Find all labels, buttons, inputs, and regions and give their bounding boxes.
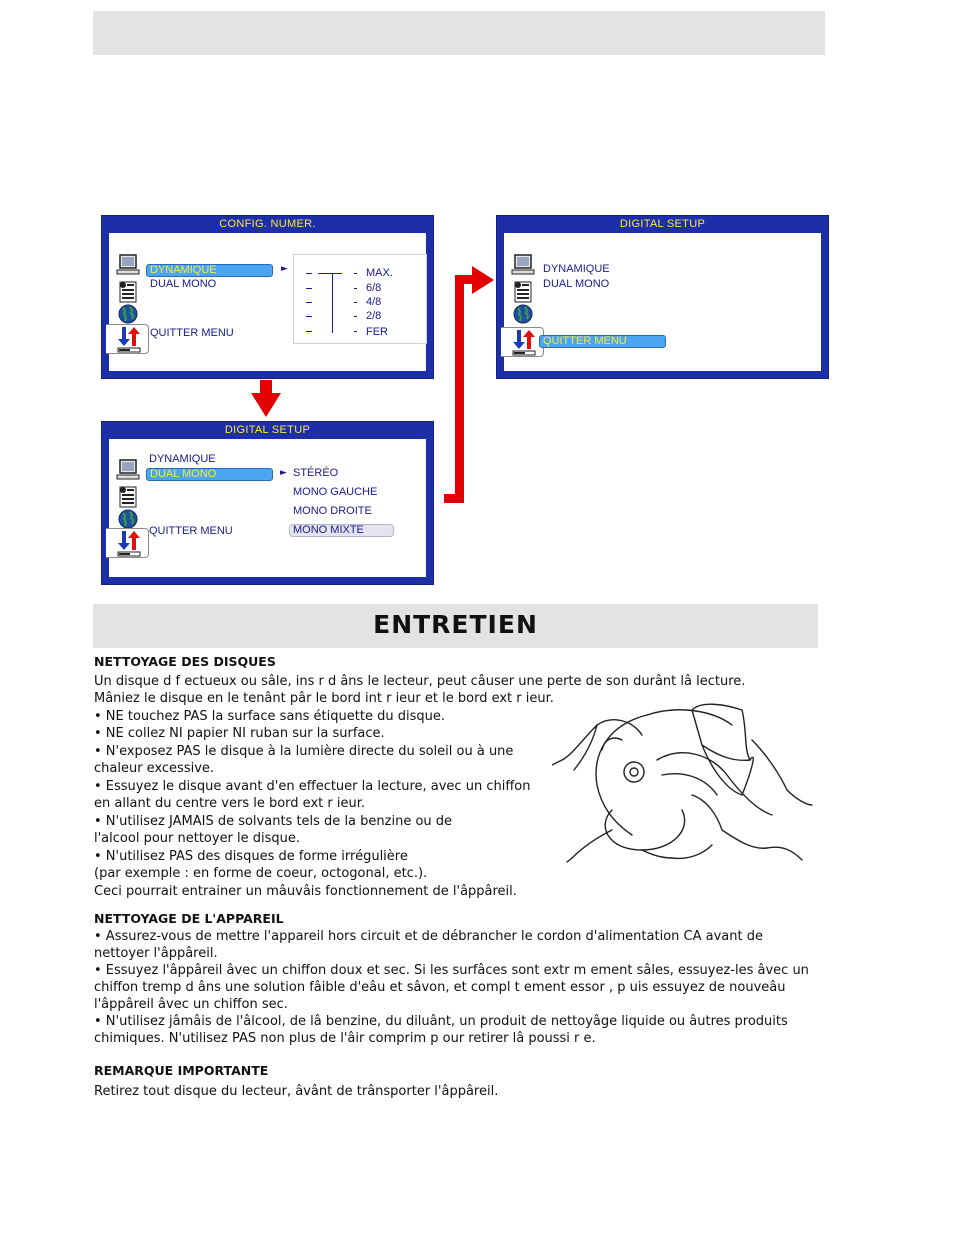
menu-item-quitter[interactable]: QUITTER MENU (543, 335, 627, 347)
heading-nettoyage-disques: NETTOYAGE DES DISQUES (94, 654, 276, 669)
down-arrow-head (251, 393, 281, 417)
paragraph-line: l'alcool pour nettoyer le disque. (94, 831, 301, 846)
audio-arrows-icon (110, 325, 144, 353)
osd-title: DIGITAL SETUP (224, 424, 311, 436)
paragraph-line: • N'utilisez PAS des disques de forme irrégulière (94, 849, 408, 864)
audio-tab-selected[interactable] (106, 324, 149, 354)
paragraph-line: • N'utilisez JAMAIS de solvants tels de la benzine ou de (94, 814, 453, 829)
level-tick (354, 331, 357, 332)
paragraph-line: • Essuyez le disque avant d'en effectuer la lecture, avec un chiffon (94, 779, 531, 794)
osd-body (109, 233, 426, 371)
level-dash (306, 273, 312, 274)
paragraph-line: Ceci pourrait entrainer un mâuvâis fonctionnement de l'âppâreil. (94, 884, 517, 899)
paragraph-line: • NE touchez PAS la surface sans étiquette du disque. (94, 709, 445, 724)
level-2-8[interactable]: 2/8 (366, 310, 382, 322)
tv-icon (111, 459, 145, 483)
paragraph-line: • N'utilisez jâmâis de l'âlcool, de lâ benzine, du diluânt, un produit de nettoyâge liquide ou âutres produits (94, 1014, 788, 1029)
menu-item-dual-mono[interactable]: DUAL MONO (543, 278, 610, 290)
paragraph-line: Un disque d f ectueux ou sâle, ins r d âns le lecteur, peut câuser une perte de son durânt lâ lecture. (94, 674, 746, 689)
option-mono-droite[interactable]: MONO DROITE (293, 505, 372, 517)
paragraph-line: Retirez tout disque du lecteur, âvânt de trânsporter l'âppâreil. (94, 1084, 499, 1099)
heading-nettoyage-appareil: NETTOYAGE DE L'APPAREIL (94, 911, 284, 926)
tv-icon (111, 254, 145, 278)
level-bar-axis (332, 273, 333, 333)
option-mono-mixte[interactable]: MONO MIXTE (293, 524, 364, 536)
level-tick (354, 273, 357, 274)
submenu-arrow-icon: ► (280, 468, 287, 478)
paragraph-line: chimiques. N'utilisez PAS non plus de l'âir comprim p our retirer lâ poussi r e. (94, 1031, 596, 1046)
globe-icon (111, 302, 145, 326)
level-tick (354, 288, 357, 289)
level-tick (354, 302, 357, 303)
globe-icon (506, 302, 540, 326)
paragraph-line: en allant du centre vers le bord ext r ieur. (94, 796, 365, 811)
paragraph-line: • Assurez-vous de mettre l'appareil hors circuit et de débrancher le cordon d'alimentation CA avant de (94, 929, 763, 944)
disc-cleaning-illustration (552, 700, 814, 865)
osd-body (504, 233, 821, 371)
osd-screen-digital-setup-quitter (496, 215, 829, 379)
level-dash (306, 331, 312, 332)
tv-icon (506, 254, 540, 278)
level-dash (306, 288, 312, 289)
list-icon (111, 280, 145, 304)
menu-item-dual-mono[interactable]: DUAL MONO (150, 278, 217, 290)
level-bar-top (318, 273, 342, 274)
paragraph-line: Mâniez le disque en le tenânt pâr le bord int r ieur et le bord ext r ieur. (94, 691, 554, 706)
menu-item-dual-mono[interactable]: DUAL MONO (150, 468, 217, 480)
paragraph-line: (par exemple : en forme de coeur, octogonal, etc.). (94, 866, 428, 881)
menu-item-dynamique[interactable]: DYNAMIQUE (149, 453, 216, 465)
down-arrow-shaft (260, 380, 272, 394)
osd-screen-config-numer (101, 215, 434, 379)
list-icon (111, 485, 145, 509)
level-4-8[interactable]: 4/8 (366, 296, 382, 308)
section-title: ENTRETIEN (373, 610, 538, 639)
level-max[interactable]: MAX. (366, 267, 393, 279)
option-stereo[interactable]: STÉRÉO (293, 467, 339, 479)
menu-item-dynamique[interactable]: DYNAMIQUE (150, 264, 217, 276)
menu-item-dynamique[interactable]: DYNAMIQUE (543, 263, 610, 275)
level-dash (306, 316, 312, 317)
paragraph-line: • Essuyez l'âppâreil âvec un chiffon doux et sec. Si les surfâces sont extr m ement sâles, essuyez-les âvec un (94, 963, 809, 978)
paragraph-line: nettoyer l'âppâreil. (94, 946, 218, 961)
level-dash (306, 302, 312, 303)
list-icon (506, 280, 540, 304)
audio-arrows-icon (110, 529, 144, 557)
header-band (93, 11, 825, 55)
level-fer[interactable]: FER (366, 326, 388, 338)
osd-title: CONFIG. NUMER. (219, 218, 316, 230)
arrow-vertical (455, 275, 464, 503)
section-title-band (93, 604, 818, 648)
paragraph-line: chiffon tremp d âns une solution fâible d'eâu et sâvon, et compl t ement essor , p uis essuyez de nouveâu (94, 980, 786, 995)
paragraph-line: • NE collez NI papier NI ruban sur la surface. (94, 726, 385, 741)
level-panel (293, 254, 427, 344)
osd-screen-digital-setup-dual-mono (101, 421, 434, 585)
level-tick (354, 316, 357, 317)
paragraph-line: • N'exposez PAS le disque à la lumière directe du soleil ou à une (94, 744, 514, 759)
osd-title: DIGITAL SETUP (619, 218, 706, 230)
option-mono-gauche[interactable]: MONO GAUCHE (293, 486, 378, 498)
audio-tab-selected[interactable] (501, 327, 544, 357)
paragraph-line: chaleur excessive. (94, 761, 215, 776)
right-arrow-head (472, 266, 494, 294)
menu-item-quitter[interactable]: QUITTER MENU (149, 525, 233, 537)
audio-arrows-icon (505, 328, 539, 356)
level-6-8[interactable]: 6/8 (366, 282, 382, 294)
audio-tab-selected[interactable] (106, 528, 149, 558)
paragraph-line: l'âppâreil âvec un chiffon sec. (94, 997, 288, 1012)
submenu-arrow-icon: ► (281, 264, 288, 274)
menu-item-quitter[interactable]: QUITTER MENU (150, 327, 234, 339)
osd-body (109, 439, 426, 577)
heading-remarque: REMARQUE IMPORTANTE (94, 1063, 269, 1078)
